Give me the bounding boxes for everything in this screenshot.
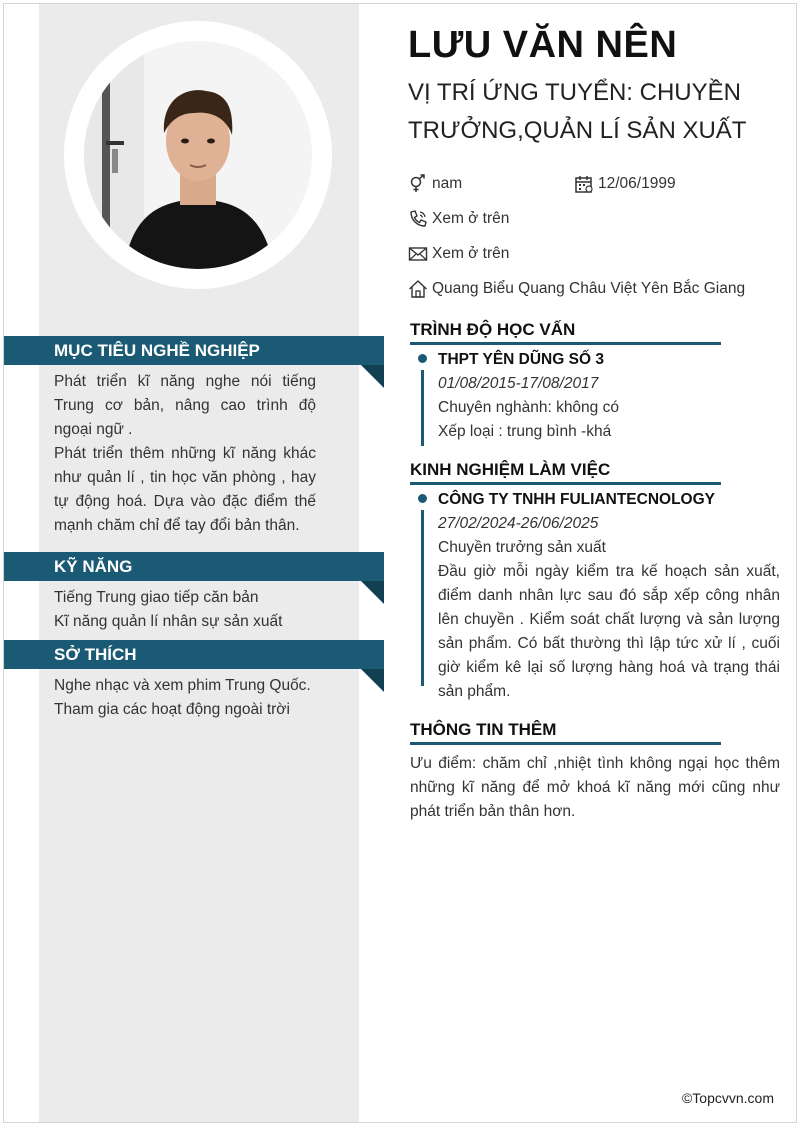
objective-heading <box>4 336 384 365</box>
hobbies-heading <box>4 640 384 669</box>
company-name: CÔNG TY TNHH FULIANTECNOLOGY <box>438 491 715 508</box>
email-value: Xem ở trên <box>432 245 510 262</box>
email-row <box>408 244 509 264</box>
birthday-row <box>574 174 676 194</box>
calendar-icon <box>574 174 594 194</box>
experience-title: KINH NGHIỆM LÀM VIỆC <box>410 460 721 485</box>
address-value: Quang Biểu Quang Châu Việt Yên Bắc Giang <box>432 280 746 297</box>
education-major: Chuyên nghành: không có <box>438 399 619 416</box>
skill-item: Kĩ năng quản lí nhân sự sản xuất <box>54 613 283 630</box>
experience-description: Đầu giờ mỗi ngày kiểm tra kế hoạch sản xuất, điểm danh nhân lực sau đó sắp xếp công nhân lên chuyền . Kiểm soát chất lượng và sản lượng sản phẩm. Có bất thường thì lập tức xử lí , cuối giờ kiểm kê lại số lượng hàng hoá và trạng thái sản phẩm. <box>438 563 780 700</box>
candidate-name: LƯU VĂN NÊN <box>408 24 678 66</box>
ribbon-fold <box>361 365 384 388</box>
birthday-value: 12/06/1999 <box>598 175 676 192</box>
experience-entry <box>416 488 780 704</box>
mail-icon <box>408 244 428 264</box>
phone-value: Xem ở trên <box>432 210 510 227</box>
timeline-line <box>421 370 424 446</box>
gender-icon <box>408 174 428 194</box>
gender-row <box>408 174 462 194</box>
footer-copyright: ©Topcvvn.com <box>681 1090 774 1106</box>
extra-text: Ưu điểm: chăm chỉ ,nhiệt tình không ngại học thêm những kĩ năng để mở khoá kĩ năng mới cũng như phát triển bản thân hơn. <box>410 755 780 820</box>
objective-paragraph: Phát triển kĩ năng nghe nói tiếng Trung cơ bản, nâng cao trình độ ngoại ngữ . <box>54 373 316 438</box>
bullet-dot <box>418 494 427 503</box>
avatar <box>84 41 312 269</box>
hobby-item: Nghe nhạc và xem phim Trung Quốc. <box>54 677 311 694</box>
skills-heading <box>4 552 384 581</box>
skill-item: Tiếng Trung giao tiếp căn bản <box>54 589 259 606</box>
hobby-item: Tham gia các hoạt động ngoài trời <box>54 701 290 718</box>
gender-value: nam <box>432 175 463 192</box>
objective-paragraph: Phát triển thêm những kĩ năng khác như quản lí , tin học văn phòng , hay tự động hoá. Dựa vào đặc điểm thế mạnh chăm chỉ để tay đổi bản thân. <box>54 445 316 534</box>
address-row <box>408 279 745 299</box>
ribbon-fold <box>361 669 384 692</box>
phone-row <box>408 209 509 229</box>
objective-text <box>54 370 316 538</box>
extra-title: THÔNG TIN THÊM <box>410 720 721 745</box>
education-entry <box>416 348 780 444</box>
school-name: THPT YÊN DŨNG SỐ 3 <box>438 351 604 368</box>
cv-page <box>3 3 797 1123</box>
education-rank: Xếp loại : trung bình -khá <box>438 423 612 440</box>
hobbies-title: SỞ THÍCH <box>54 645 137 664</box>
experience-role: Chuyền trưởng sản xuất <box>438 539 606 556</box>
objective-title: MỤC TIÊU NGHỀ NGHIỆP <box>54 341 260 360</box>
home-icon <box>408 279 428 299</box>
ribbon-fold <box>361 581 384 604</box>
bullet-dot <box>418 354 427 363</box>
skills-title: KỸ NĂNG <box>54 557 133 576</box>
phone-icon <box>408 209 428 229</box>
applied-position: VỊ TRÍ ỨNG TUYỂN: CHUYỀN TRƯỞNG,QUẢN LÍ SẢN XUẤT <box>408 79 747 144</box>
experience-date: 27/02/2024-26/06/2025 <box>438 515 599 532</box>
timeline-line <box>421 510 424 686</box>
education-title: TRÌNH ĐỘ HỌC VẤN <box>410 320 721 345</box>
skills-list <box>54 586 316 634</box>
education-date: 01/08/2015-17/08/2017 <box>438 375 599 392</box>
hobbies-list <box>54 674 316 722</box>
